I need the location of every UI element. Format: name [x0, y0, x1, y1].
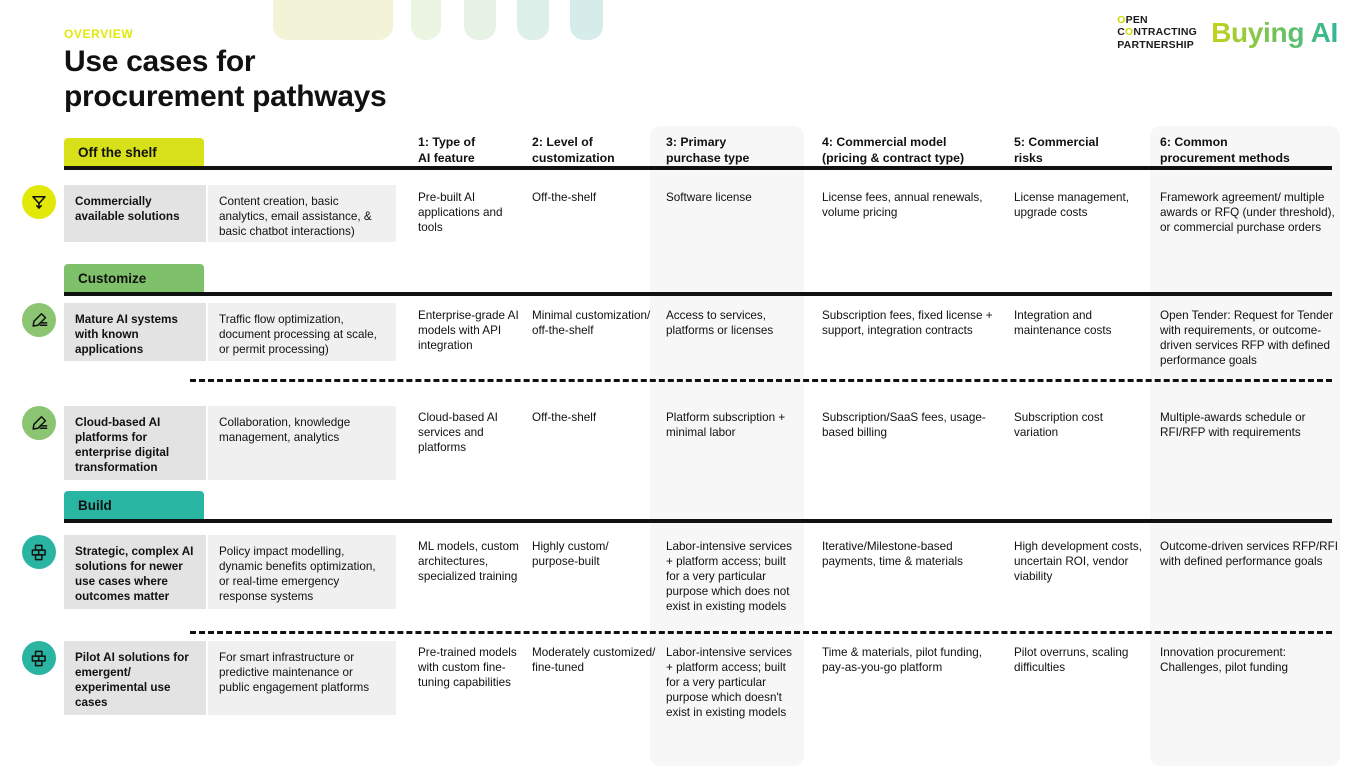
example-label: For smart infrastructure or predictive maintenance or public engagement platforms [219, 651, 370, 694]
example-label: Collaboration, knowledge management, analytics [219, 416, 351, 444]
cell-row5-col4: Time & materials, pilot funding, pay-as-you-go platform [822, 646, 983, 674]
example-label: Policy impact modelling, dynamic benefits optimization, or real-time emergency response systems [219, 545, 376, 603]
table-row [64, 641, 206, 715]
cell-row1-col3: Software license [666, 191, 752, 204]
example-cell [208, 303, 396, 361]
column-header-1 [418, 134, 522, 166]
example-cell [208, 406, 396, 480]
section-divider-off-the-shelf [64, 166, 1332, 170]
cell-row1-col4: License fees, annual renewals, volume pricing [822, 191, 983, 219]
cell-row5-col2: Moderately customized/ fine-tuned [532, 646, 656, 674]
column-header-2-line2: customization [532, 151, 615, 166]
column-header-5-line2: risks [1014, 151, 1043, 166]
example-cell [208, 535, 396, 609]
cell-row5-col1: Pre-trained models with custom fine-tuning capabilities [418, 646, 517, 689]
cell-row3-col4: Subscription/SaaS fees, usage-based billing [822, 411, 986, 439]
cell-row4-col2: Highly custom/ purpose-built [532, 540, 609, 568]
row-icon-pencil-edit-icon-2 [22, 303, 56, 337]
row-icon-download-arrow-icon [22, 185, 56, 219]
column-header-1-line1: 1: Type of [418, 135, 476, 149]
section-divider-build [64, 519, 1332, 523]
example-cell [208, 185, 396, 242]
logo-accent-o-2: O [1125, 26, 1134, 39]
cell-row2-col3: Access to services, platforms or licenses [666, 309, 774, 337]
column-header-6-line1: 6: Common [1160, 135, 1228, 149]
column-header-3-line1: 3: Primary [666, 135, 727, 149]
cell-row4-col3: Labor-intensive services + platform access; built for a very particular purpose which does not exist in existing models [666, 540, 793, 613]
table-header-row [0, 126, 1366, 186]
column-header-5-line1: 5: Commercial [1014, 135, 1099, 149]
cell-row2-col4: Subscription fees, fixed license + support, integration contracts [822, 309, 993, 337]
decorative-bar-3 [464, 0, 496, 40]
open-contracting-partnership-logo [1117, 14, 1197, 51]
page-title-line-2: procurement pathways [64, 80, 387, 114]
decorative-bar-5 [570, 0, 603, 40]
cell-row4-col6: Outcome-driven services RFP/RFI with defined performance goals [1160, 540, 1338, 568]
table-row [64, 406, 206, 480]
cell-row3-col1: Cloud-based AI services and platforms [418, 411, 498, 454]
cell-row5-col3: Labor-intensive services + platform access; built for a very particular purpose which doesn't exist in existing models [666, 646, 793, 719]
logo-line-2-c: C [1117, 26, 1126, 39]
cell-row2-col2: Minimal customization/ off-the-shelf [532, 309, 651, 337]
cell-row4-col5: High development costs, uncertain ROI, vendor viability [1014, 540, 1142, 583]
cell-row3-col3: Platform subscription + minimal labor [666, 411, 786, 439]
logo-line-1 [1117, 14, 1197, 26]
section-tag-off-the-shelf[interactable]: Off the shelf [64, 138, 204, 166]
brand-area [1117, 14, 1338, 51]
cell-row1-col6: Framework agreement/ multiple awards or RFQ (under threshold), or commercial purchase orders [1160, 191, 1335, 234]
row-divider-dashed-2 [190, 631, 1332, 634]
eyebrow-label: OVERVIEW [64, 27, 134, 41]
column-header-6 [1160, 134, 1340, 166]
pencil-edit-icon [30, 311, 49, 330]
cell-row2-col5: Integration and maintenance costs [1014, 309, 1112, 337]
pencil-edit-icon [30, 414, 49, 433]
page-title-line-1: Use cases for [64, 45, 256, 78]
column-header-4-line2: (pricing & contract type) [822, 151, 965, 166]
column-header-2 [532, 134, 656, 166]
column-header-1-line2: AI feature [418, 151, 475, 166]
cell-row1-col5: License management, upgrade costs [1014, 191, 1129, 219]
download-arrow-icon [30, 193, 48, 211]
decorative-bar-4 [517, 0, 549, 40]
use-case-label: Strategic, complex AI solutions for newer use cases where outcomes matter [75, 545, 194, 603]
column-header-4-line1: 4: Commercial model [822, 135, 947, 149]
section-tag-build[interactable]: Build [64, 491, 204, 519]
use-case-label: Mature AI systems with known applications [75, 313, 178, 356]
use-case-label: Pilot AI solutions for emergent/ experimental use cases [75, 651, 189, 709]
cell-row4-col4: Iterative/Milestone-based payments, time & materials [822, 540, 963, 568]
row-icon-pencil-edit-icon-3 [22, 406, 56, 440]
cell-row1-col1: Pre-built AI applications and tools [418, 191, 503, 234]
building-blocks-icon [30, 649, 49, 668]
example-cell [208, 641, 396, 715]
table-row [64, 303, 206, 361]
column-header-2-line1: 2: Level of [532, 135, 593, 149]
logo-accent-o: O [1117, 14, 1126, 26]
logo-line-3: PARTNERSHIP [1117, 38, 1194, 51]
building-blocks-icon [30, 543, 49, 562]
logo-line-2 [1117, 26, 1197, 38]
cell-row3-col6: Multiple-awards schedule or RFI/RFP with requirements [1160, 411, 1306, 439]
column-header-3-line2: purchase type [666, 151, 750, 166]
logo-line-2-text: NTRACTING [1133, 26, 1198, 39]
cell-row4-col1: ML models, custom architectures, specialized training [418, 540, 519, 583]
cell-row5-col5: Pilot overruns, scaling difficulties [1014, 646, 1129, 674]
cell-row2-col6: Open Tender: Request for Tender with requirements, or outcome-driven services RFP with defined performance goals [1160, 309, 1334, 367]
cell-row1-col2: Off-the-shelf [532, 191, 597, 204]
example-label: Content creation, basic analytics, email assistance, & basic chatbot interactions) [219, 195, 372, 238]
column-header-6-line2: procurement methods [1160, 151, 1290, 166]
decorative-bar-2 [411, 0, 441, 40]
cell-row3-col2: Off-the-shelf [532, 411, 597, 424]
use-case-label: Commercially available solutions [75, 195, 180, 223]
decorative-bar-1 [273, 0, 393, 40]
column-header-5 [1014, 134, 1146, 166]
cell-row5-col6: Innovation procurement: Challenges, pilot funding [1160, 646, 1289, 674]
cell-row3-col5: Subscription cost variation [1014, 411, 1103, 439]
table-row [64, 535, 206, 609]
row-icon-building-blocks-icon-4 [22, 535, 56, 569]
cell-row2-col1: Enterprise-grade AI models with API integration [418, 309, 519, 352]
use-case-table [0, 126, 1366, 719]
table-row [64, 185, 206, 242]
row-divider-dashed-1 [190, 379, 1332, 382]
page-title [64, 44, 484, 114]
section-divider-customize [64, 292, 1332, 296]
row-icon-building-blocks-icon-5 [22, 641, 56, 675]
use-case-label: Cloud-based AI platforms for enterprise digital transformation [75, 416, 170, 474]
section-tag-customize[interactable]: Customize [64, 264, 204, 292]
buying-ai-wordmark: Buying AI [1211, 16, 1338, 48]
logo-line-1-text: PEN [1125, 14, 1148, 26]
column-header-4 [822, 134, 1002, 166]
example-label: Traffic flow optimization, document processing at scale, or permit processing) [219, 313, 377, 356]
column-header-3 [666, 134, 794, 166]
